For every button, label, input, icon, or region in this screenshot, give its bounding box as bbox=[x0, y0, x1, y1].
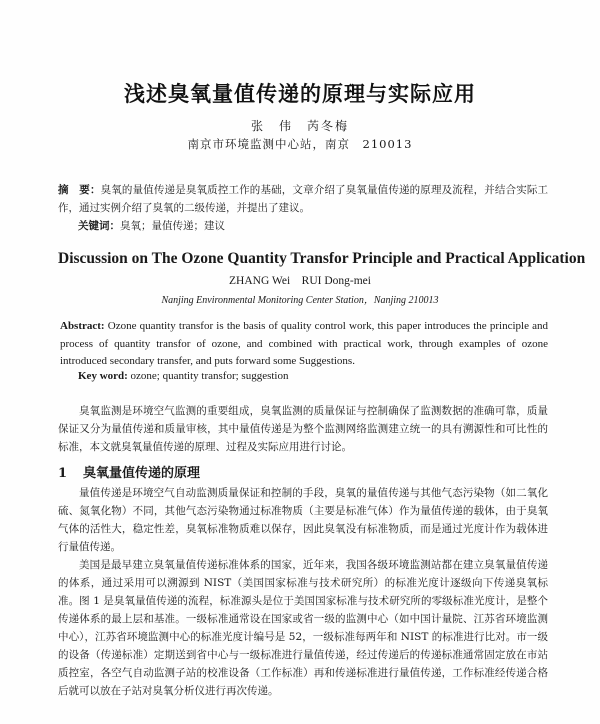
chinese-keywords-label: 关键词： bbox=[78, 220, 120, 232]
section-1-number: 1 bbox=[58, 466, 68, 481]
chinese-keywords-text: 臭氧；量值传递；建议 bbox=[120, 220, 225, 232]
chinese-abstract-text: 臭氧的量值传递是臭氧质控工作的基础，文章介绍了臭氧量值传递的原理及流程，并结合实际工作，通过实例介绍了臭氧的二级传递，并提出了建议。 bbox=[58, 184, 549, 214]
section-1-paragraph: 量值传递是环境空气自动监测质量保证和控制的手段，臭氧的量值传递与其他气态污染物（如二氧化硫、氮氧化物）不同，其他气态污染物通过标准物质（主要是标准气体）作为量值传递的载体，由于臭氧气体的活性大，稳定性差，臭氧标准物质难以保存，因此臭氧没有标准物质，而是通过光度计作为载体进行量值传递。 bbox=[58, 487, 548, 553]
english-abstract bbox=[60, 318, 548, 371]
english-abstract-label: Abstract: bbox=[60, 320, 105, 332]
section-1-paragraph: 美国是最早建立臭氧量值传递标准体系的国家，近年来，我国各级环境监测站都在建立臭氧量值传递的体系，通过采用可以溯源到 NIST（美国国家标准与技术研究所）的标准光度计逐级向下传递臭氧标准。图 1 是臭氧量值传递的流程，标准源头是位于美国国家标准与技术研究所的零级标准光度计，是整个传递体系的最上层和基准。一级标准通常设在国家或省一级的监测中心（如中国计量院、江苏省环境监测中心），江苏省环境监测中心的标准光度计编号是 52，一级标准每两年和 NIST 的标准进行比对。市一级的设备（传递标准）定期送到省中心与一级标准进行量值传递，经过传递后的传递标准通常固定放在市站质控室，各空气自动监测子站的校准设备（工作标准）再和传递标准进行量值传递，工作标准经传递合格后就可以放在子站对臭氧分析仪进行再次传递。 bbox=[58, 559, 548, 697]
english-keywords bbox=[78, 370, 548, 382]
chinese-title: 浅述臭氧量值传递的原理与实际应用 bbox=[124, 81, 476, 106]
introduction-paragraph: 臭氧监测是环境空气监测的重要组成，臭氧监测的质量保证与控制确保了监测数据的准确可靠，质量保证又分为量值传递和质量审核，其中量值传递是为整个监测网络监测建立统一的具有溯源性和可比性的标准，本文就臭氧量值传递的原理、过程及实际应用进行讨论。 bbox=[58, 405, 548, 453]
english-title: Discussion on The Ozone Quantity Transfor Principle and Practical Application bbox=[58, 250, 586, 267]
chinese-keywords bbox=[78, 218, 548, 233]
chinese-authors: 张 伟 芮冬梅 bbox=[250, 119, 349, 133]
english-keywords-text: ozone; quantity transfor; suggestion bbox=[130, 370, 289, 382]
chinese-abstract-label: 摘 要： bbox=[58, 184, 101, 196]
english-abstract-text: Ozone quantity transfor is the basis of quality control work, this paper introduces the principle and process of quantity transfor of ozone, and combined with practical work, through examples of ozone introduced secondary transfer, and puts forward some Suggestions. bbox=[60, 320, 549, 367]
english-keywords-label: Key word: bbox=[78, 370, 128, 382]
english-affiliation: Nanjing Environmental Monitoring Center Station，Nanjing 210013 bbox=[161, 295, 439, 306]
english-authors: ZHANG Wei RUI Dong-mei bbox=[229, 275, 371, 287]
chinese-affiliation: 南京市环境监测中心站，南京 210013 bbox=[187, 137, 413, 151]
section-1-title: 臭氧量值传递的原理 bbox=[83, 466, 201, 481]
section-1-heading bbox=[58, 462, 200, 481]
chinese-abstract bbox=[58, 181, 548, 217]
